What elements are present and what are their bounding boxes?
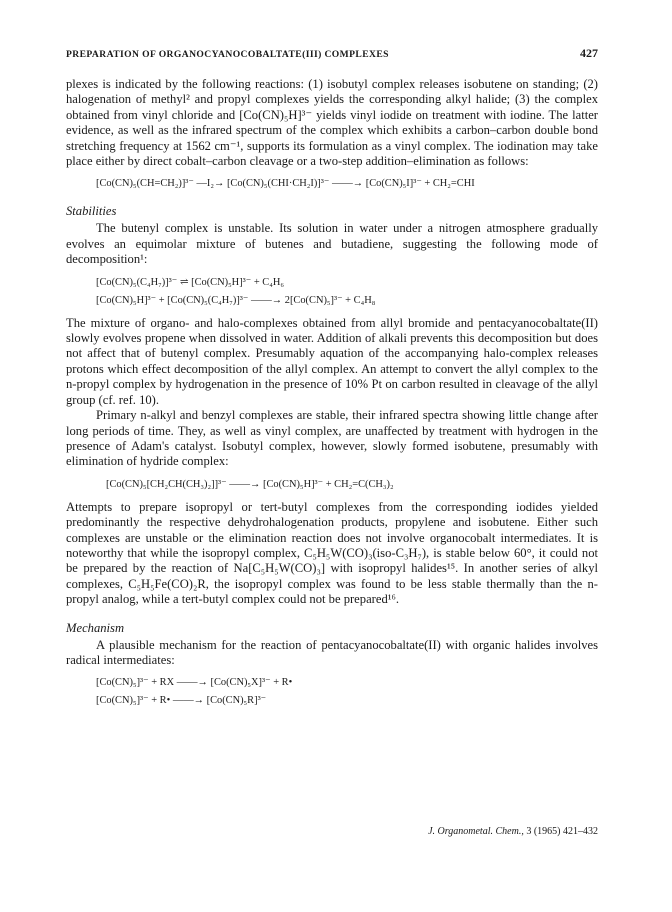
equation-mechanism-2: [Co(CN)₅]³⁻ + R• ——→ [Co(CN)₅R]³⁻ (96, 695, 267, 707)
running-title: PREPARATION OF ORGANOCYANOCOBALTATE(III) COMPLEXES (66, 49, 389, 60)
equation-isobutyl: [Co(CN)₅[CH₂CH(CH₃)₂]]³⁻ ——→ [Co(CN)₅H]³⁻ + CH₂=C(CH₃)₂ (106, 478, 394, 490)
equation-block-mechanism (96, 676, 598, 708)
paragraph-1: plexes is indicated by the following reactions: (1) isobutyl complex releases isobutene on standing; (2) halogenation of methyl² and propyl complexes yields the corresponding alkyl halide; (3) the complex obtained from vinyl chloride and [Co(CN)₅H]³⁻ yields vinyl iodide on treatment with iodine. The latter evidence, as well as the infrared spectrum of the complex which exhibits a carbon–carbon double bond stretching frequency at 1562 cm⁻¹, supports its formulation as a vinyl complex. The iodination may take place either by direct cobalt–carbon cleavage or a two-step addition–elimination as follows: (66, 77, 598, 169)
equation-mechanism-1: [Co(CN)₅]³⁻ + RX ——→ [Co(CN)₅X]³⁻ + R• (96, 677, 293, 689)
journal-volume: 3 (1965) 421–432 (526, 826, 598, 837)
running-header (66, 46, 598, 61)
journal-name: J. Organometal. Chem., (428, 826, 524, 837)
paragraph-2: The butenyl complex is unstable. Its solution in water under a nitrogen atmosphere gradually evolves an equimolar mixture of butenes and butadiene, suggesting the following mode of decomposition¹: (66, 221, 598, 267)
page-number: 427 (580, 46, 598, 60)
equation-decomposition-1: [Co(CN)₅(C₄H₇)]³⁻ ⇌ [Co(CN)₅H]³⁻ + C₄H₆ (96, 276, 284, 288)
paragraph-5: Attempts to prepare isopropyl or tert-butyl complexes from the corresponding iodides yielded predominantly the respective dehydrohalogenation products, propylene and isobutene. Either such complexes are unstable or the elimination reaction does not involve organocobalt intermediates. It is noteworthy that while the isopropyl complex, C₅H₅W(CO)₃(iso-C₃H₇), is stable below 60°, it could not be prepared by the reaction of Na[C₅H₅W(CO)₃] with isopropyl halides¹⁵. In another series of alkyl complexes, C₅H₅Fe(CO)₂R, the isopropyl complex was found to be less stable thermally than the n-propyl analog, while a tert-butyl complex could not be prepared¹⁶. (66, 499, 598, 607)
paper-page (66, 46, 598, 716)
equation-iodination: [Co(CN)₅(CH=CH₂)]³⁻ —I₂→ [Co(CN)₅(CHI·CH₂I)]³⁻ ——→ [Co(CN)₅I]³⁻ + CH₂=CHI (96, 178, 475, 190)
paragraph-3: The mixture of organo- and halo-complexes obtained from allyl bromide and pentacyanocobaltate(II) slowly evolves propene when dissolved in water. Addition of alkali prevents this decomposition but does not affect that of butenyl complex. Presumably aquation of the accompanying halo-complex releases protons which effect decomposition of the allyl complex. An attempt to convert the allyl complex to the n-propyl complex by hydrogenation in the presence of 10% Pt on carbon resulted in cleavage of the allyl group (cf. ref. 10). (66, 315, 598, 407)
journal-footer (428, 826, 598, 837)
equation-decomposition-2: [Co(CN)₅H]³⁻ + [Co(CN)₅(C₄H₇)]³⁻ ——→ 2[Co(CN)₅]³⁻ + C₄H₈ (96, 294, 376, 306)
section-heading-stabilities: Stabilities (66, 204, 117, 219)
paragraph-6: A plausible mechanism for the reaction of pentacyanocobaltate(II) with organic halides involves radical intermediates: (66, 637, 598, 667)
section-heading-mechanism: Mechanism (66, 620, 125, 635)
equation-block-decomposition (96, 276, 598, 308)
paragraph-4: Primary n-alkyl and benzyl complexes are stable, their infrared spectra showing little change after long periods of time. They, as well as vinyl complex, are unaffected by treatment with hydrogen in the presence of Adam's catalyst. Isobutyl complex, however, slowly formed isobutene, presumably with elimination of hydride complex: (66, 408, 598, 469)
